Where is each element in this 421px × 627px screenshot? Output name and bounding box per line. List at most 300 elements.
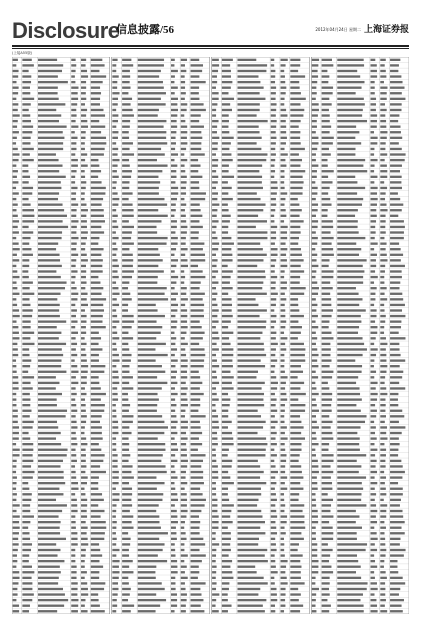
table-cell-text (238, 538, 259, 540)
table-cell-text (271, 114, 276, 116)
table-cell-text (122, 304, 128, 306)
table-cell-text (212, 103, 217, 105)
table-cell-text (122, 510, 130, 512)
table-cell-text (191, 126, 204, 128)
table-cell-text (81, 320, 86, 322)
table-cell-text (212, 276, 216, 278)
table-cell-text (191, 582, 206, 584)
table-cell-text (171, 293, 178, 295)
table-cell-text (312, 114, 318, 116)
table-cell-text (171, 359, 178, 361)
table-cell-text (390, 387, 405, 389)
table-cell-text (281, 499, 285, 501)
table-cell-text (322, 348, 331, 350)
table-cell-text (191, 242, 205, 244)
table-cell-text (322, 159, 328, 161)
table-cell-text (171, 131, 176, 133)
table-cell-text (71, 398, 75, 400)
table-cell-text (312, 92, 317, 94)
table-cell-text (138, 365, 162, 367)
table-cell-text (81, 192, 85, 194)
table-cell-text (71, 148, 76, 150)
table-cell-text (312, 231, 316, 233)
table-cell-text (91, 109, 104, 111)
table-cell-text (281, 421, 285, 423)
table-cell-text (22, 70, 28, 72)
table-cell-text (112, 437, 116, 439)
table-cell-text (238, 460, 258, 462)
table-cell-text (191, 131, 202, 133)
table-cell-text (238, 605, 263, 607)
table-cell-text (390, 515, 403, 517)
table-cell-text (122, 187, 129, 189)
table-cell-text (112, 465, 117, 467)
table-cell-text (122, 198, 129, 200)
table-cell-text (312, 393, 319, 395)
table-cell-text (290, 371, 303, 373)
table-cell-text (371, 432, 376, 434)
table-cell-text (390, 92, 402, 94)
table-cell-text (380, 421, 385, 423)
table-cell-text (81, 131, 86, 133)
table-cell-text (112, 87, 117, 89)
table-cell-text (312, 454, 316, 456)
table-cell-text (290, 209, 302, 211)
table-cell-text (138, 410, 157, 412)
table-cell-text (22, 543, 32, 545)
table-cell-text (271, 471, 278, 473)
table-cell-text (71, 326, 75, 328)
table-cell-text (122, 131, 129, 133)
table-cell-text (222, 482, 234, 484)
table-cell-text (22, 237, 30, 239)
table-cell-text (22, 521, 30, 523)
table-cell-text (312, 387, 317, 389)
table-cell-text (181, 64, 185, 66)
table-cell-text (91, 359, 99, 361)
table-cell-text (38, 538, 66, 540)
table-cell-text (371, 87, 375, 89)
table-cell-text (290, 332, 301, 334)
table-cell-text (271, 343, 278, 345)
table-cell-text (138, 153, 165, 155)
table-cell-text (322, 387, 330, 389)
table-cell-text (322, 593, 330, 595)
table-cell-text (312, 510, 318, 512)
table-cell-text (91, 220, 105, 222)
table-cell-text (22, 354, 29, 356)
table-cell-text (22, 170, 28, 172)
table-cell-text (91, 382, 100, 384)
table-cell-text (222, 153, 232, 155)
table-cell-text (138, 499, 163, 501)
table-cell-text (212, 571, 216, 573)
table-cell-text (390, 471, 405, 473)
table-cell-text (181, 293, 187, 295)
table-cell-text (122, 599, 128, 601)
table-cell-text (22, 504, 30, 506)
table-cell-text (322, 426, 331, 428)
table-cell-text (222, 254, 232, 256)
table-cell-text (371, 577, 375, 579)
table-cell-text (371, 209, 377, 211)
table-cell-text (38, 521, 61, 523)
table-cell-text (380, 248, 385, 250)
table-cell-text (13, 270, 18, 272)
table-cell-text (290, 499, 298, 501)
table-cell-text (337, 326, 359, 328)
table-cell-text (371, 398, 378, 400)
table-cell-text (71, 359, 74, 361)
table-cell-text (281, 170, 285, 172)
table-cell-text (138, 203, 167, 205)
table-cell-text (271, 393, 275, 395)
table-cell-text (22, 165, 28, 167)
table-cell-text (181, 198, 185, 200)
table-cell-text (281, 549, 285, 551)
table-cell-text (290, 404, 305, 406)
table-cell-text (171, 588, 176, 590)
table-cell-text (337, 81, 364, 83)
table-cell-text (371, 454, 376, 456)
table-cell-text (271, 560, 276, 562)
table-cell-text (181, 59, 187, 61)
table-cell-text (191, 504, 205, 506)
table-cell-text (13, 153, 20, 155)
table-cell-text (371, 276, 378, 278)
table-cell-text (112, 332, 117, 334)
table-cell-text (191, 64, 203, 66)
table-cell-text (13, 571, 20, 573)
table-cell-text (181, 242, 186, 244)
table-cell-text (91, 449, 102, 451)
table-cell-text (212, 153, 216, 155)
table-cell-text (290, 176, 302, 178)
table-cell-text (181, 109, 187, 111)
table-cell-text (380, 142, 385, 144)
table-cell-text (390, 70, 398, 72)
table-cell-text (238, 571, 257, 573)
table-cell-text (271, 242, 275, 244)
table-cell-text (91, 593, 98, 595)
table-cell-text (238, 348, 265, 350)
table-cell-text (38, 532, 60, 534)
table-cell-text (38, 187, 61, 189)
table-cell-text (171, 337, 176, 339)
table-cell-text (281, 410, 285, 412)
table-cell-text (38, 504, 67, 506)
table-cell-text (337, 248, 361, 250)
table-cell-text (281, 187, 285, 189)
table-cell-text (380, 165, 387, 167)
table-cell-text (290, 114, 303, 116)
table-cell-text (91, 231, 104, 233)
table-cell-text (38, 454, 67, 456)
table-cell-text (122, 343, 128, 345)
table-cell-text (112, 137, 118, 139)
table-cell-text (222, 59, 233, 61)
table-cell-text (238, 543, 259, 545)
table-cell-text (81, 187, 86, 189)
table-cell-text (337, 382, 356, 384)
table-cell-text (13, 92, 19, 94)
table-cell-text (191, 248, 203, 250)
table-cell-text (222, 393, 228, 395)
table-cell-text (38, 126, 67, 128)
table-cell-text (122, 75, 130, 77)
table-cell-text (171, 309, 177, 311)
table-cell-text (13, 114, 20, 116)
table-cell-text (122, 276, 132, 278)
table-cell-text (138, 482, 165, 484)
table-cell-text (13, 476, 17, 478)
table-cell-text (380, 59, 385, 61)
header-rule-thin (12, 48, 409, 49)
table-cell-text (271, 298, 277, 300)
table-cell-text (371, 560, 376, 562)
table-cell-text (138, 92, 166, 94)
table-cell-text (238, 476, 261, 478)
table-cell-text (380, 543, 385, 545)
table-cell-text (138, 582, 162, 584)
table-cell-text (112, 215, 117, 217)
table-cell-text (337, 499, 361, 501)
table-cell-text (271, 415, 275, 417)
table-cell-text (322, 482, 332, 484)
table-cell-text (71, 365, 77, 367)
table-cell-text (322, 471, 334, 473)
table-cell-text (380, 276, 384, 278)
table-cell-text (191, 148, 202, 150)
table-cell-text (271, 599, 278, 601)
table-cell-text (71, 521, 75, 523)
table-cell-text (81, 476, 88, 478)
table-cell-text (181, 605, 186, 607)
table-cell-text (71, 320, 77, 322)
table-cell-text (122, 588, 131, 590)
table-cell-text (390, 254, 403, 256)
table-cell-text (22, 527, 28, 529)
table-cell-text (22, 398, 30, 400)
table-cell-text (122, 142, 133, 144)
table-cell-text (91, 192, 106, 194)
table-cell-text (122, 293, 130, 295)
table-cell-text (380, 393, 387, 395)
table-cell-text (71, 577, 76, 579)
table-cell-text (312, 159, 316, 161)
table-cell-text (281, 577, 287, 579)
table-cell-text (271, 482, 277, 484)
table-cell-text (212, 605, 215, 607)
table-cell-text (171, 287, 175, 289)
table-cell-text (122, 320, 134, 322)
table-cell-text (222, 560, 232, 562)
table-cell-text (380, 126, 386, 128)
table-cell-text (337, 343, 364, 345)
table-cell-text (337, 605, 363, 607)
table-cell-text (91, 348, 103, 350)
table-cell-text (191, 281, 201, 283)
table-cell-text (212, 493, 216, 495)
table-cell-text (171, 148, 175, 150)
table-cell-text (337, 588, 366, 590)
newspaper-name: 上海证券报 (363, 24, 409, 34)
table-cell-text (222, 488, 228, 490)
table-cell-text (312, 293, 318, 295)
table-cell-text (112, 176, 118, 178)
table-cell-text (91, 320, 103, 322)
table-cell-text (337, 64, 364, 66)
table-cell-text (22, 393, 29, 395)
table-cell-text (191, 348, 205, 350)
table-cell-text (112, 203, 118, 205)
table-cell-text (171, 471, 175, 473)
table-cell-text (238, 593, 259, 595)
table-cell-text (112, 131, 118, 133)
table-cell-text (81, 109, 87, 111)
table-cell-text (91, 571, 100, 573)
brand-title: Disclosure (12, 18, 120, 43)
table-cell-text (81, 371, 88, 373)
table-cell-text (122, 109, 133, 111)
table-cell-text (271, 332, 277, 334)
table-cell-text (138, 488, 157, 490)
table-cell-text (281, 588, 286, 590)
table-cell-text (290, 382, 304, 384)
table-cell-text (81, 209, 88, 211)
table-cell-text (390, 298, 403, 300)
table-cell-text (38, 248, 56, 250)
table-cell-text (13, 226, 18, 228)
table-cell-text (122, 176, 131, 178)
table-cell-text (122, 476, 134, 478)
table-cell-text (91, 410, 104, 412)
table-cell-text (13, 549, 18, 551)
table-cell-text (238, 554, 265, 556)
table-cell-text (281, 293, 285, 295)
table-cell-text (191, 170, 199, 172)
table-cell-text (138, 348, 156, 350)
table-cell-text (91, 315, 103, 317)
table-cell-text (222, 114, 229, 116)
table-cell-text (181, 415, 185, 417)
table-cell-text (112, 265, 119, 267)
table-cell-text (112, 276, 118, 278)
table-cell-text (222, 148, 230, 150)
table-cell-text (271, 248, 278, 250)
table-cell-text (191, 270, 203, 272)
table-cell-text (171, 248, 176, 250)
table-cell-text (71, 103, 77, 105)
table-cell-text (71, 332, 78, 334)
table-cell-text (71, 554, 75, 556)
table-cell-text (371, 571, 375, 573)
table-cell-text (138, 103, 166, 105)
table-cell-text (81, 560, 85, 562)
table-cell-text (312, 365, 319, 367)
table-cell-text (337, 437, 359, 439)
table-cell-text (112, 571, 119, 573)
table-cell-text (238, 532, 266, 534)
table-cell-text (138, 276, 158, 278)
table-cell-text (13, 209, 17, 211)
table-cell-text (271, 153, 276, 155)
table-cell-text (380, 410, 385, 412)
table-cell-text (38, 476, 64, 478)
table-cell-text (390, 159, 405, 161)
table-cell-text (81, 532, 87, 534)
table-cell-text (81, 265, 86, 267)
table-cell-text (122, 242, 134, 244)
table-cell-text (122, 532, 128, 534)
table-cell-text (312, 126, 317, 128)
table-cell-text (312, 70, 318, 72)
table-cell-text (380, 231, 385, 233)
table-cell-text (13, 137, 17, 139)
table-cell-text (371, 605, 378, 607)
table-cell-text (238, 237, 268, 239)
table-cell-text (271, 449, 275, 451)
table-cell-text (181, 571, 185, 573)
table-cell-text (91, 521, 106, 523)
table-cell-text (322, 499, 333, 501)
table-cell-text (91, 577, 99, 579)
table-cell-text (371, 510, 378, 512)
table-cell-text (71, 165, 78, 167)
table-cell-text (112, 510, 116, 512)
table-cell-text (91, 103, 100, 105)
table-cell-text (91, 226, 102, 228)
table-cell-text (122, 92, 128, 94)
table-cell-text (38, 59, 57, 61)
table-cell-text (222, 577, 234, 579)
table-cell-text (181, 81, 185, 83)
table-cell-text (337, 198, 363, 200)
table-cell-text (112, 493, 119, 495)
table-cell-text (380, 538, 385, 540)
table-cell-text (390, 566, 397, 568)
table-cell-text (281, 320, 287, 322)
table-cell-text (171, 566, 177, 568)
table-cell-text (91, 120, 99, 122)
table-cell-text (290, 476, 303, 478)
table-cell-text (380, 398, 385, 400)
table-cell-text (371, 582, 377, 584)
table-cell-text (81, 231, 88, 233)
table-cell-text (222, 126, 229, 128)
table-cell-text (112, 359, 119, 361)
table-cell-text (22, 315, 32, 317)
table-cell-text (281, 226, 288, 228)
table-cell-text (290, 415, 300, 417)
table-cell-text (337, 203, 362, 205)
table-cell-text (238, 304, 259, 306)
table-cell-text (371, 443, 375, 445)
table-cell-text (138, 120, 167, 122)
table-cell-text (191, 354, 206, 356)
table-cell-text (390, 170, 400, 172)
table-cell-text (13, 560, 18, 562)
table-cell-text (138, 231, 157, 233)
table-cell-text (238, 170, 260, 172)
table-cell-text (380, 560, 384, 562)
table-cell-text (290, 510, 302, 512)
table-cell-text (181, 359, 188, 361)
table-cell-text (138, 165, 168, 167)
table-cell-text (71, 87, 78, 89)
table-cell-text (290, 98, 305, 100)
table-cell-text (112, 432, 118, 434)
